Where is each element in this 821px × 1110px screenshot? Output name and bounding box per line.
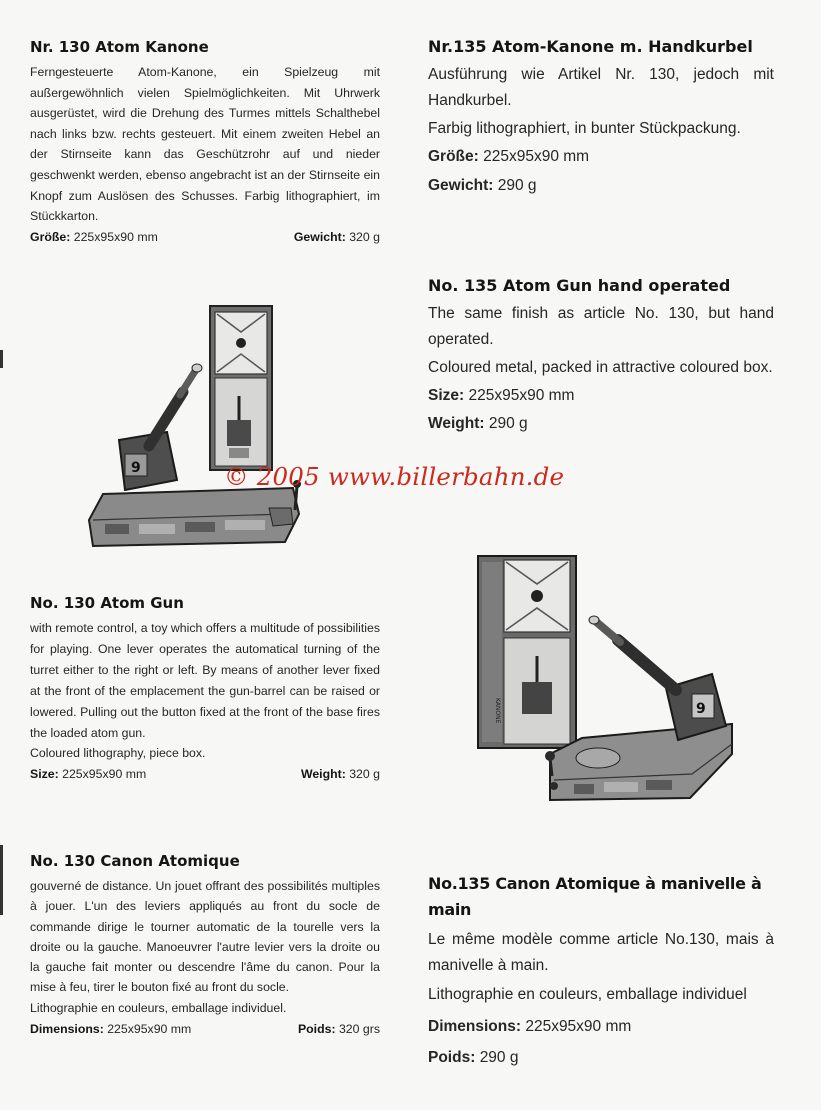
weight-value: 290 g bbox=[479, 1048, 519, 1066]
atom-gun-135-illustration bbox=[470, 548, 742, 810]
size-value: 225x95x90 mm bbox=[107, 1021, 192, 1036]
finish-line: Farbig lithographiert, in bunter Stückpackung. bbox=[428, 120, 741, 137]
description: Le même modèle comme article No.130, mais à manivelle à main. bbox=[428, 931, 774, 974]
section-title: No.135 Canon Atomique à manivelle à main bbox=[428, 874, 762, 919]
weight-label: Poids: bbox=[428, 1048, 476, 1066]
spec-line bbox=[30, 227, 380, 247]
description: Ausführung wie Artikel Nr. 130, jedoch mit Handkurbel. bbox=[428, 66, 774, 109]
section-title: No. 130 Atom Gun bbox=[30, 594, 184, 612]
weight-value: 290 g bbox=[488, 414, 528, 432]
description: Ferngesteuerte Atom-Kanone, ein Spielzeug mit außergewöhnlich vielen Spielmöglichkeiten. Mit Uhrwerk ausgerüstet, wird die Drehung des Turmes mittels Schalthebel nach links bzw. rechts gesteuert. Mit einem zweiten Hebel an der Stirnseite kann das Geschützrohr auf und nieder geschwenkt werden, ebenso angebracht ist an der Stirnseite ein Knopf zum Auslösen des Schusses. Farbig lithographiert, im Stückkarton. bbox=[30, 65, 380, 224]
size-label: Größe: bbox=[30, 229, 71, 244]
size-value: 225x95x90 mm bbox=[62, 767, 147, 782]
description: with remote control, a toy which offers a multitude of possibilities for playing. One lever operates the automatical turning of the turret either to the right or left. By means of another lever fixed at the front of the emplacement the gun-barrel can be raised or lowered. Pulling out the button fixed at the front of the base fires the loaded atom gun. bbox=[30, 621, 380, 740]
watermark: © 2005 www.billerbahn.de bbox=[224, 462, 565, 491]
weight-value: 320 g bbox=[349, 767, 380, 782]
page-edge-mark bbox=[0, 845, 3, 915]
weight-label: Poids: bbox=[297, 1021, 336, 1036]
svg-text:KANONE: KANONE bbox=[494, 698, 501, 724]
weight-line bbox=[428, 173, 774, 199]
atom-gun-130-illustration bbox=[85, 298, 315, 556]
product-box bbox=[478, 556, 576, 748]
size-label: Size: bbox=[30, 767, 59, 782]
page-edge-mark bbox=[0, 350, 3, 368]
size-label: Dimensions: bbox=[30, 1021, 104, 1036]
product-box bbox=[210, 306, 272, 470]
finish-line: Coloured lithography, piece box. bbox=[30, 746, 206, 761]
section-en-130 bbox=[30, 592, 380, 784]
weight-label: Gewicht: bbox=[293, 229, 346, 244]
section-de-135 bbox=[428, 34, 774, 199]
section-fr-135 bbox=[428, 871, 774, 1071]
section-de-130 bbox=[30, 36, 380, 247]
weight-label: Weight: bbox=[428, 414, 485, 432]
weight-label: Gewicht: bbox=[428, 176, 494, 194]
size-label: Dimensions: bbox=[428, 1017, 522, 1035]
weight-line bbox=[428, 411, 774, 437]
description: gouverné de distance. Un jouet offrant des possibilités multiples à jouer. L'un des leviers appliqués au front du socle de commande dirige le tourner automatic de la tourelle vers la droite ou la gauche. Manoeuvrer l'autre levier vers la droite ou la gauche fait monter ou descendre l'âme du canon. Pour la mise à feu, tirer le bouton fixé au front du socle. bbox=[30, 879, 380, 995]
gun-turret bbox=[589, 616, 726, 740]
weight-value: 290 g bbox=[497, 176, 537, 194]
finish-line: Lithographie en couleurs, emballage individuel. bbox=[30, 1000, 287, 1015]
spec-line bbox=[30, 764, 380, 784]
spec-line bbox=[30, 1019, 380, 1039]
size-label: Größe: bbox=[428, 147, 479, 165]
size-value: 225x95x90 mm bbox=[483, 147, 590, 165]
size-value: 225x95x90 mm bbox=[468, 386, 575, 404]
section-en-135 bbox=[428, 273, 774, 437]
section-title: No. 135 Atom Gun hand operated bbox=[428, 276, 731, 295]
section-fr-130 bbox=[30, 850, 380, 1039]
svg-text:9: 9 bbox=[131, 460, 141, 476]
section-title: No. 130 Canon Atomique bbox=[30, 852, 240, 870]
gun-turret bbox=[119, 364, 202, 490]
size-line bbox=[428, 144, 774, 170]
size-value: 225x95x90 mm bbox=[525, 1017, 632, 1035]
size-value: 225x95x90 mm bbox=[73, 229, 158, 244]
weight-value: 320 grs bbox=[338, 1021, 380, 1036]
weight-label: Weight: bbox=[300, 767, 346, 782]
section-title: Nr.135 Atom-Kanone m. Handkurbel bbox=[428, 37, 753, 56]
size-line bbox=[428, 383, 774, 409]
size-line bbox=[428, 1014, 774, 1040]
weight-value: 320 g bbox=[349, 229, 380, 244]
size-label: Size: bbox=[428, 386, 465, 404]
finish-line: Coloured metal, packed in attractive coloured box. bbox=[428, 359, 773, 376]
weight-line bbox=[428, 1045, 774, 1071]
section-title: Nr. 130 Atom Kanone bbox=[30, 38, 209, 56]
finish-line: Lithographie en couleurs, emballage individuel bbox=[428, 986, 747, 1003]
description: The same finish as article No. 130, but hand operated. bbox=[428, 305, 774, 348]
svg-text:9: 9 bbox=[696, 701, 706, 717]
